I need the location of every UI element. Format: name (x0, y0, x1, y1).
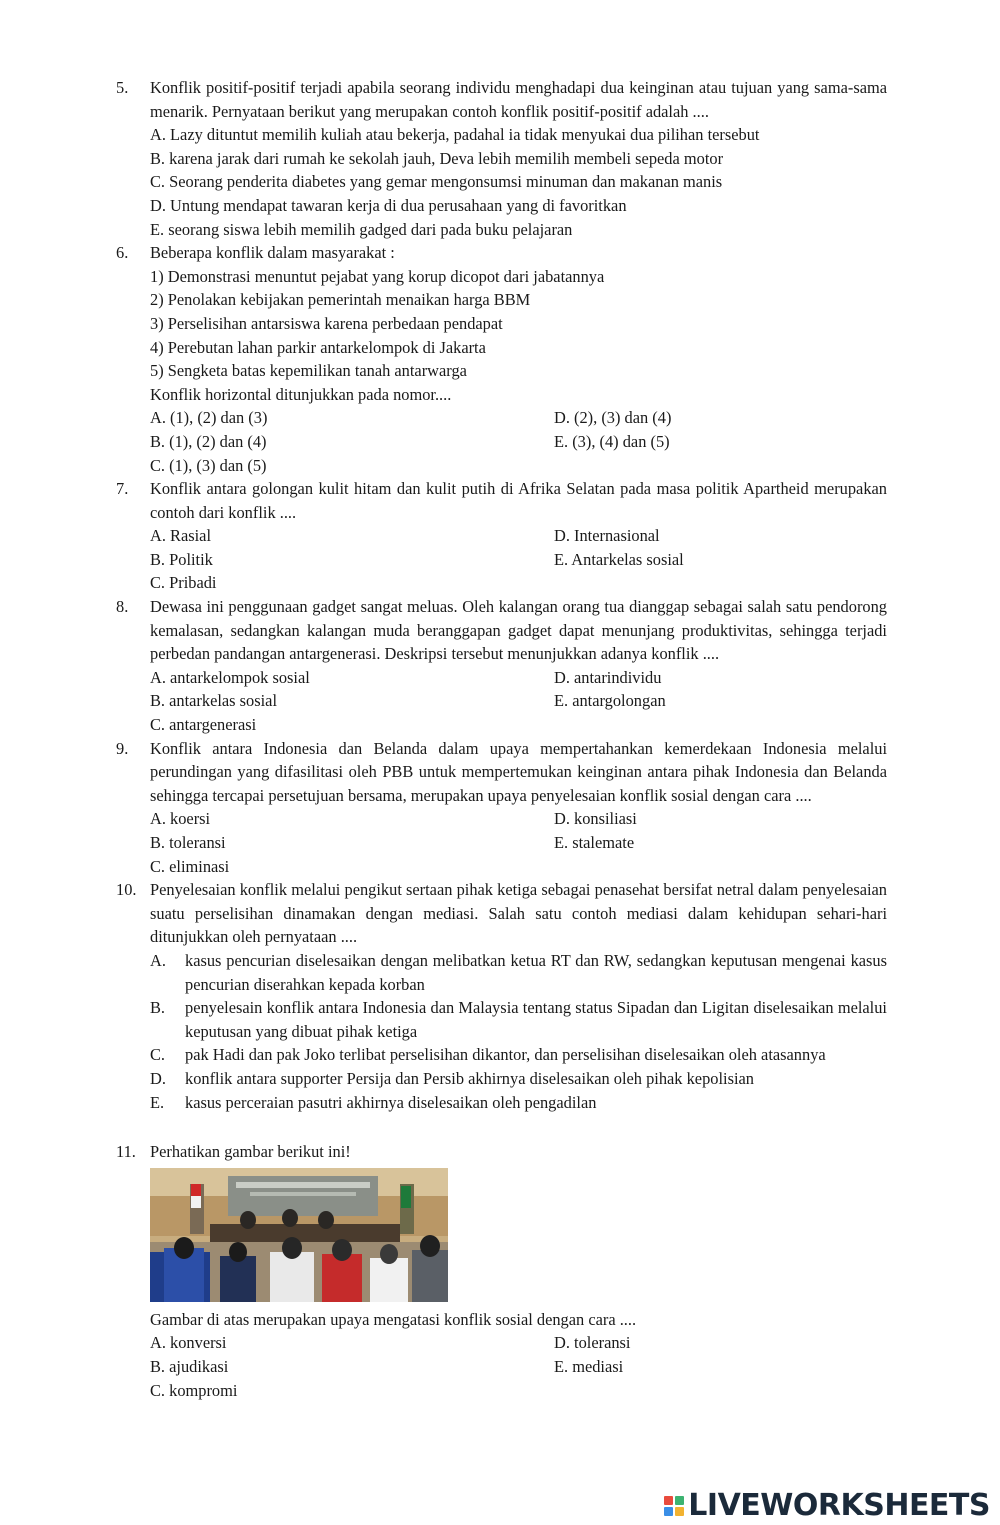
option-b[interactable]: B. toleransi (150, 833, 226, 852)
options-grid (150, 1331, 887, 1402)
option-c[interactable]: C. kompromi (150, 1380, 238, 1400)
option-b[interactable]: B. karena jarak dari rumah ke sekolah jauh, Deva lebih memilih membeli sepeda motor (150, 148, 724, 168)
option-c[interactable] (150, 1043, 887, 1067)
question-text: Beberapa konflik dalam masyarakat : (150, 243, 395, 263)
options-grid (150, 666, 887, 737)
option-e[interactable]: E. (3), (4) dan (5) (554, 431, 670, 451)
option-a[interactable]: A. antarkelompok sosial (150, 667, 310, 687)
option-letter: D. (150, 1068, 166, 1088)
option-d[interactable]: D. toleransi (554, 1333, 631, 1353)
question-11 (0, 1140, 1000, 1402)
question-text: Penyelesaian konflik melalui pengikut sertaan pihak ketiga sebagai penasehat bersifat netral dalam penyelesaian suatu perselisihan dinamakan dengan mediasi. Salah satu contoh mediasi dalam kehidupan sehari-hari ditunjukkan oleh pernyataan .... (150, 880, 887, 947)
option-b[interactable]: B. (1), (2) dan (4) (150, 431, 267, 451)
statement-item: 1) Demonstrasi menuntut pejabat yang korup dicopot dari jabatannya (150, 266, 605, 286)
option-c[interactable]: C. eliminasi (150, 856, 230, 876)
option-text: kasus perceraian pasutri akhirnya diselesaikan oleh pengadilan (185, 1092, 597, 1112)
option-b[interactable]: B. Politik (150, 549, 213, 569)
option-text: pak Hadi dan pak Joko terlibat perselisihan dikantor, dan perselisihan diselesaikan oleh atasannya (185, 1045, 826, 1065)
question-text: Konflik antara golongan kulit hitam dan kulit putih di Afrika Selatan pada masa politik Apartheid merupakan contoh dari konflik .... (150, 479, 887, 522)
logo-square-icon (675, 1507, 684, 1516)
logo-text: LIVEWORKSHEETS (688, 1488, 990, 1524)
option-d[interactable] (150, 1067, 887, 1091)
question-text: Konflik positif-positif terjadi apabila seorang individu menghadapi dua keinginan atau tujuan yang sama-sama menarik. Pernyataan berikut yang merupakan contoh konflik positif-positif adalah .... (150, 78, 887, 121)
spacer (0, 1114, 1000, 1140)
option-a[interactable]: A. (1), (2) dan (3) (150, 408, 268, 428)
option-a[interactable]: A. Rasial (150, 526, 212, 546)
question-text: Perhatikan gambar berikut ini! (150, 1142, 351, 1162)
question-number: 5. (116, 78, 129, 97)
logo-square-icon (675, 1496, 684, 1505)
question-10 (0, 878, 1000, 1114)
statement-item: 5) Sengketa batas kepemilikan tanah antarwarga (150, 361, 467, 381)
statement-item: 2) Penolakan kebijakan pemerintah menaikan harga BBM (150, 290, 531, 310)
question-stem: Gambar di atas merupakan upaya mengatasi konflik sosial dengan cara .... (150, 1309, 637, 1329)
question-9 (0, 737, 1000, 879)
option-e[interactable]: E. mediasi (554, 1356, 624, 1376)
option-c[interactable]: C. antargenerasi (150, 715, 257, 735)
option-a[interactable]: A. koersi (150, 809, 211, 829)
option-text: konflik antara supporter Persija dan Persib akhirnya diselesaikan oleh pihak kepolisian (185, 1068, 754, 1088)
options-grid (150, 524, 887, 595)
question-text: Konflik antara Indonesia dan Belanda dalam upaya mempertahankan kemerdekaan Indonesia melalui perundingan yang difasilitasi oleh PBB untuk mempertemukan keinginan antara pihak Indonesia dan Belanda sehingga tercapai persetujuan bersama, merupakan upaya penyelesaian konflik sosial dengan cara .... (150, 738, 887, 805)
logo-square-icon (664, 1507, 673, 1516)
option-letter: C. (150, 1045, 166, 1065)
option-c[interactable]: C. Seorang penderita diabetes yang gemar mengonsumsi minuman dan makanan manis (150, 172, 723, 192)
question-8 (0, 595, 1000, 737)
question-number: 10. (116, 880, 137, 900)
option-c[interactable]: C. Pribadi (150, 573, 217, 593)
option-e[interactable]: E. stalemate (554, 833, 635, 852)
question-stem: Konflik horizontal ditunjukkan pada nomor.... (150, 384, 452, 404)
option-a[interactable]: A. Lazy dituntut memilih kuliah atau bekerja, padahal ia tidak menyukai dua pilihan tersebut (150, 125, 760, 145)
option-text: penyelesain konflik antara Indonesia dan Malaysia tentang status Sipadan dan Ligitan diselesaikan melalui keputusan yang dibuat pihak ketiga (185, 998, 887, 1041)
option-d[interactable]: D. Untung mendapat tawaran kerja di dua perusahaan yang di favoritkan (150, 195, 627, 215)
option-e[interactable] (150, 1091, 887, 1115)
worksheet-page (0, 76, 1000, 1402)
option-letter: B. (150, 998, 166, 1018)
option-e[interactable]: E. seorang siswa lebih memilih gadged dari pada buku pelajaran (150, 219, 573, 239)
options-list (150, 949, 887, 1114)
option-a[interactable] (150, 949, 887, 996)
option-e[interactable]: E. antargolongan (554, 691, 666, 711)
question-6 (0, 241, 1000, 477)
option-letter: E. (150, 1092, 165, 1112)
option-b[interactable] (150, 996, 887, 1043)
options-grid (150, 807, 887, 878)
question-number: 11. (116, 1142, 136, 1162)
option-b[interactable]: B. ajudikasi (150, 1356, 229, 1376)
question-number: 8. (116, 597, 129, 617)
option-e[interactable]: E. Antarkelas sosial (554, 549, 684, 569)
question-number: 6. (116, 243, 129, 263)
option-d[interactable]: D. Internasional (554, 526, 660, 546)
option-d[interactable]: D. antarindividu (554, 667, 662, 687)
question-7 (0, 477, 1000, 595)
option-d[interactable]: D. konsiliasi (554, 809, 637, 829)
question-number: 7. (116, 479, 129, 499)
option-d[interactable]: D. (2), (3) dan (4) (554, 408, 672, 428)
option-a[interactable]: A. konversi (150, 1333, 227, 1353)
logo-square-icon (664, 1496, 673, 1505)
question-text: Dewasa ini penggunaan gadget sangat meluas. Oleh kalangan orang tua dianggap sebagai salah satu pendorong kemalasan, sedangkan kalangan muda beranggapan gadget dapat menunjang produktivitas, sehingga terjadi perbedan pandangan antargenerasi. Deskripsi tersebut menunjukkan adanya konflik .... (150, 597, 887, 664)
options-grid (150, 406, 887, 477)
option-text: kasus pencurian diselesaikan dengan melibatkan ketua RT dan RW, sedangkan keputusan mengenai kasus pencurian diserahkan kepada korban (185, 950, 887, 994)
statement-item: 3) Perselisihan antarsiswa karena perbedaan pendapat (150, 313, 503, 333)
option-letter: A. (150, 950, 166, 970)
statement-item: 4) Perebutan lahan parkir antarkelompok di Jakarta (150, 337, 486, 357)
liveworksheets-logo[interactable] (664, 1488, 990, 1524)
logo-mark-icon (664, 1496, 684, 1516)
meeting-photo (150, 1168, 448, 1302)
question-5 (0, 76, 1000, 241)
question-number: 9. (116, 738, 129, 758)
option-c[interactable]: C. (1), (3) dan (5) (150, 455, 267, 475)
option-b[interactable]: B. antarkelas sosial (150, 691, 277, 711)
